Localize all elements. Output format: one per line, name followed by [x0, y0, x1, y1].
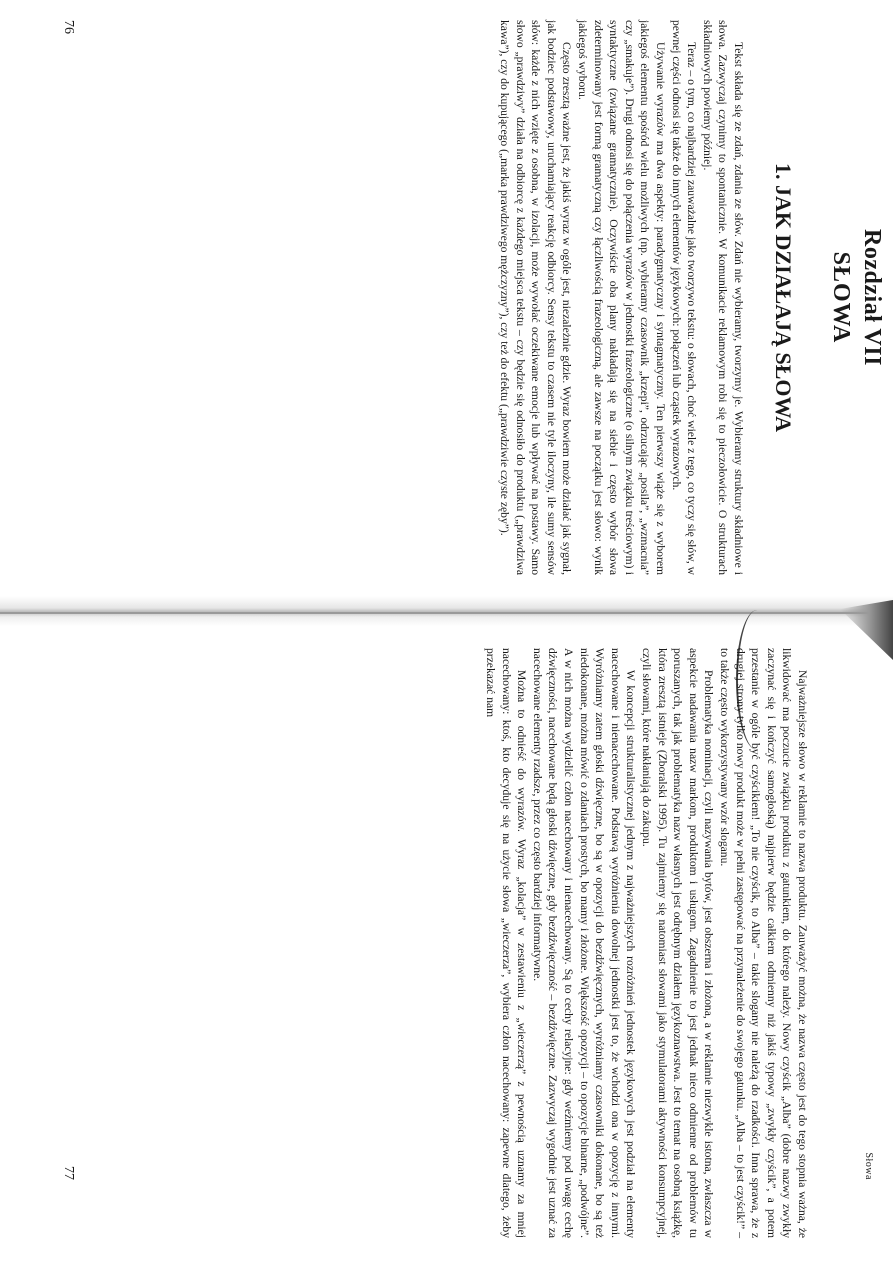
section-title: 1. JAK DZIAŁAJĄ SŁOWA	[771, 163, 796, 432]
right-page-body	[483, 648, 810, 1238]
paragraph: W koncepcji strukturalistycznej jednym z najważniejszych rozróżnień jednostek językowych jest podział na elementy nacechowane i nienacechowane. Podstawą wyróżnienia dowolnej jednostki jest to, że wchodzi ona w opozycję z innymi. Wyróżniamy zatem głoski dźwięczne, bo są w opozycji do bezdźwięcznych, wyróżniamy czasowniki dokonane, bo są też niedokonane, można mówić o zdaniach prostych, bo mamy i złożone. Większość opozycji – to opozycje binarne, „podwójne”. A w nich można wydzielić człon nacechowany i nienacechowany. Są to cechy relacyjne: gdy weźmiemy pod uwagę cechę dźwięczności, nacechowane będą głoski dźwięczne, gdy bezdźwięczność – bezdźwięczne. Zazwyczaj wygodnie jest uznać za nacechowane elementy rzadsze, przez co często bardziej informatywne.	[530, 648, 638, 1238]
right-page	[20, 648, 880, 1238]
chapter-number: Rozdział VII	[859, 229, 885, 366]
paragraph: Problematyka nominacji, czyli nazywania bytów, jest obszerna i złożona, a w reklamie niezwykle istotna, zwłaszcza w aspekcie nadawania nazw markom, produktom i usługom. Zagadnienie to jest jednak nieco odmienne od problemów tu poruszanych, tak jak problematyka nazw własnych jest odrębnym działem językoznawstwa. Jest to temat na osobną książkę, która zresztą istnieje (Zboralski 1995). Tu zajmiemy się natomiast słowami jako stymulatorami aktywności konsumpcyjnej, czyli słowami, które nakłaniają do zakupu.	[640, 648, 716, 1238]
left-page-body	[497, 20, 887, 575]
paragraph: Można to odnieść do wyrazów. Wyraz „kolacja” w zestawieniu z „wieczerzą” z pewnością uznamy za mniej nacechowany: ktoś, kto decyduje się na użycie słowa „wieczerza”, wybiera człon nacechowany: zapewne dlatego, żeby przekazać nam	[484, 648, 529, 1238]
chapter-title: SŁOWA	[828, 251, 854, 344]
left-page	[0, 20, 885, 575]
paragraph: Używanie wyrazów ma dwa aspekty: paradygmatyczny i syntagmatyczny. Ten pierwszy wiąże się z wyborem jakiegoś elementu spośród wielu możliwych (np. wybieramy czasownik „krzepi”, odrzucając „posila”, „wzmacnia” czy „smakuje”). Drugi odnosi się do połączenia wyrazów w jednostki frazeologiczne (o silnym związku treściowym) i syntaktyczne (związane gramatycznie). Oczywiście oba plany nakładają się na siebie i często wybór słowa zdeterminowany jest formą gramatyczną czy łączliwością frazeologiczną, ale zawsze na początku jest słowo: wynik jakiegoś wyboru.	[576, 20, 668, 575]
paragraph: Najważniejsze słowo w reklamie to nazwa produktu. Zauważyć można, że nazwa często jest do tego stopnia ważna, że likwidować ma poczucie związku produktu z gatunkiem, do którego należy. Nowy czyścik „Alba” (dobre nazwy zwykły zaczynać się i kończyć samogłoską) najpierw będzie całkiem odmienny niż jakiś typowy „zwykły czyścik”, a potem przestanie w ogóle być czyścikiem! „To nie czyścik, to Alba” – takie slogany nie należą do rzadkości. Inna sprawa, że z drugiej strony tylko nowy produkt może w pełni zastępować na przynależenie do swojego gatunku. „Alba – to jest czyścik!” – to także często wykorzystywany wzór sloganu.	[718, 648, 809, 1238]
paragraph: Często zresztą ważne jest, że jakiś wyraz w ogóle jest, niezależnie gdzie. Wyraz bowiem może działać jak sygnał, jak bodziec podstawowy, uruchamiający reakcję odbiorcy. Sensy tekstu to czasem nie tyle iloczyny, ile sumy sensów słów: każde z nich wzięte z osobna, w izolacji, może wywołać oczekiwane emocje lub wpływać na postawy. Samo słowo „prawdziwy” działa na odbiorcę z każdego miejsca tekstu – czy będzie się odnosiło do produktu („prawdziwa kawa”), czy do kupującego („marka prawdziwego mężczyzny”), czy też do efektu („prawdziwie czyste zęby”).	[498, 20, 574, 575]
running-head: Słowa	[863, 1152, 874, 1180]
paragraph: Tekst składa się ze zdań, zdania ze słów. Zdań nie wybieramy, tworzymy je. Wybieramy struktury składniowe i słowa. Zazwyczaj czynimy to spontanicznie. W komunikacie reklamowym robi się to pieczołowicie. O strukturach składniowych powiemy później.	[700, 20, 745, 575]
page-number: 76	[61, 20, 76, 34]
page-number: 77	[61, 1166, 76, 1180]
paragraph: Teraz – o tym, co najbardziej zauważalne jako tworzywo tekstu: o słowach, choć wiele z tego, co tyczy się słów, w pewnej części odnosi się także do innych elementów językowych: połączeń lub cząstek wyrazowych.	[669, 20, 699, 575]
